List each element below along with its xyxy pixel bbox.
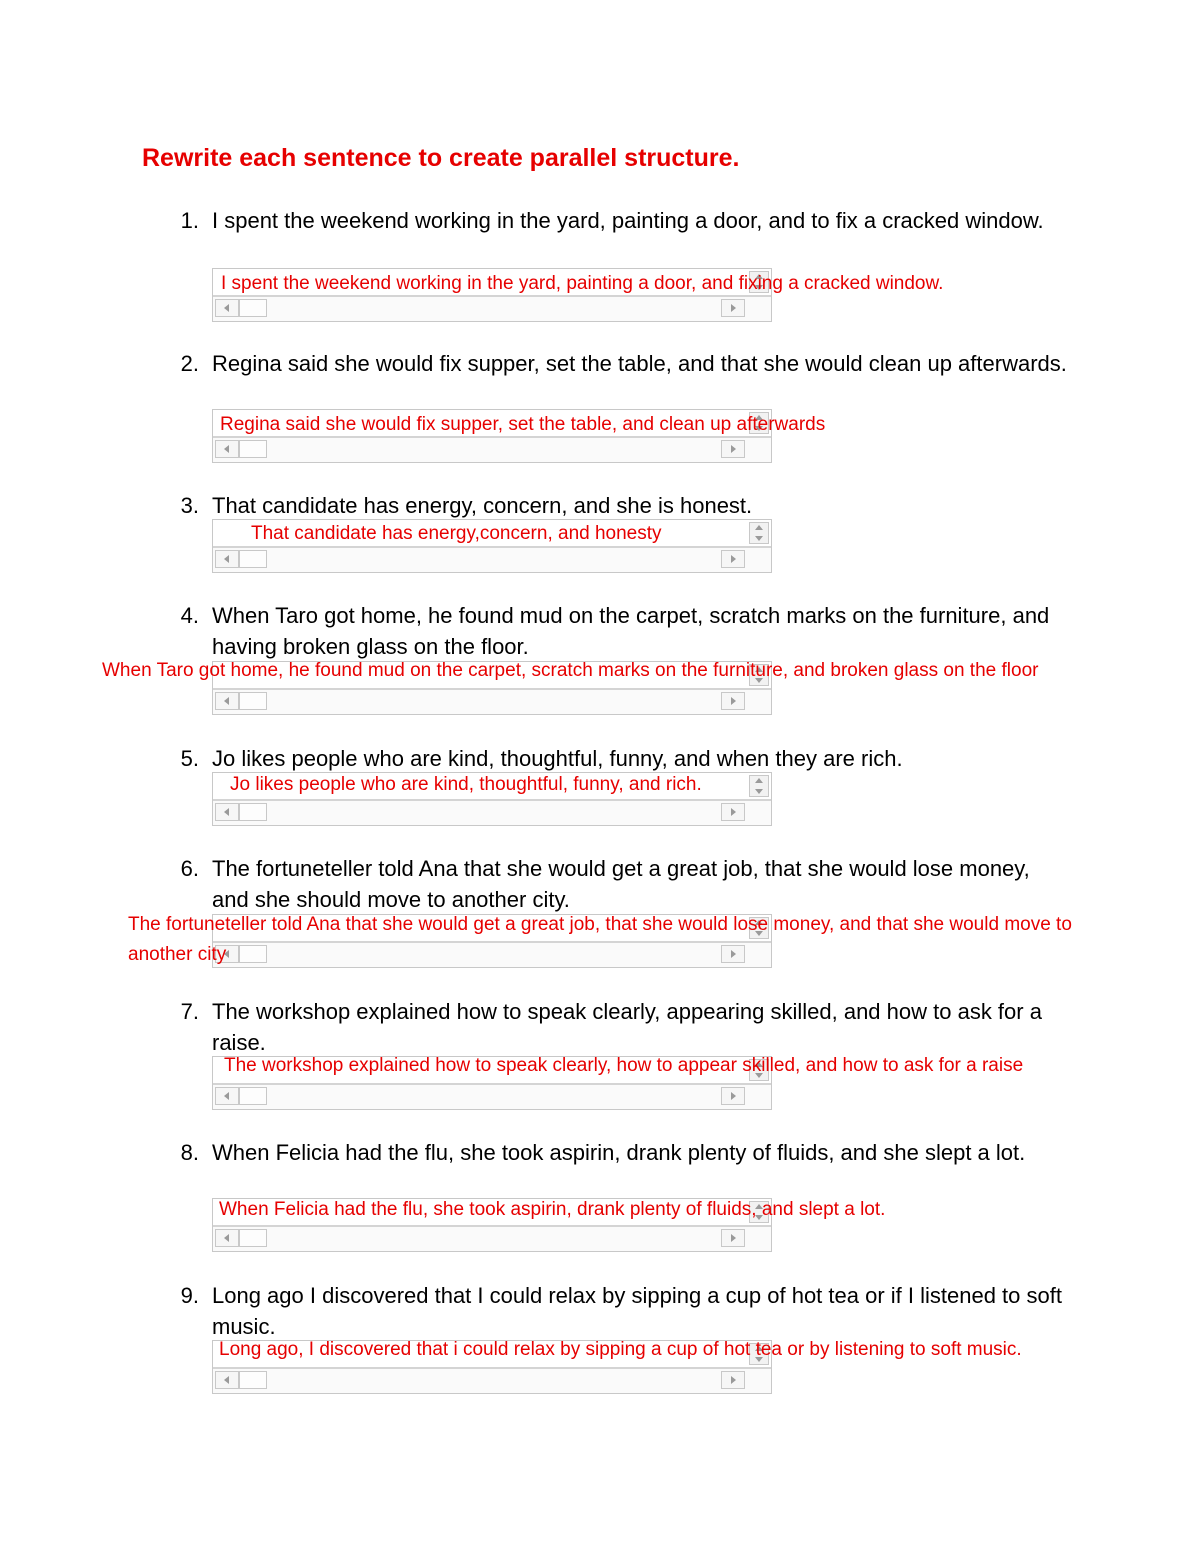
horizontal-scrollbar[interactable]	[213, 799, 771, 825]
scroll-up-icon[interactable]	[755, 778, 763, 783]
scroll-thumb[interactable]	[239, 299, 267, 317]
scroll-right-icon[interactable]	[721, 1229, 745, 1247]
question-text: When Felicia had the flu, she took aspirin, drank plenty of fluids, and she slept a lot.	[212, 1140, 1026, 1165]
horizontal-scrollbar[interactable]	[213, 688, 771, 714]
question-number: 1.	[180, 208, 199, 233]
scroll-right-icon[interactable]	[721, 803, 745, 821]
scroll-left-icon[interactable]	[215, 692, 239, 710]
answer-text: Long ago, I discovered that i could relax by sipping a cup of hot tea or by listening to soft music.	[219, 1339, 1022, 1360]
question-number: 8.	[180, 1140, 199, 1165]
answer-text: I spent the weekend working in the yard, painting a door, and fixing a cracked window.	[221, 273, 944, 294]
question-text: The workshop explained how to speak clearly, appearing skilled, and how to ask for a raise.	[212, 999, 1042, 1055]
scroll-down-icon[interactable]	[755, 536, 763, 541]
vertical-scroll-arrows[interactable]	[749, 775, 769, 797]
scroll-right-icon[interactable]	[721, 299, 745, 317]
question-text: Regina said she would fix supper, set the table, and that she would clean up afterwards.	[212, 351, 1067, 376]
question-text: When Taro got home, he found mud on the carpet, scratch marks on the furniture, and having broken glass on the floor.	[212, 603, 1050, 659]
horizontal-scrollbar[interactable]	[213, 1083, 771, 1109]
scroll-thumb[interactable]	[239, 1087, 267, 1105]
scroll-down-icon[interactable]	[755, 789, 763, 794]
answer-text: That candidate has energy,concern, and honesty	[251, 523, 662, 544]
worksheet-heading: Rewrite each sentence to create parallel structure.	[142, 144, 740, 172]
answer-text: When Felicia had the flu, she took aspirin, drank plenty of fluids, and slept a lot.	[219, 1199, 886, 1220]
question-text: I spent the weekend working in the yard, painting a door, and to fix a cracked window.	[212, 208, 1044, 233]
question-text: The fortuneteller told Ana that she would get a great job, that she would lose money, and she should move to another city.	[212, 856, 1030, 912]
scroll-thumb[interactable]	[239, 1371, 267, 1389]
question-text: Long ago I discovered that I could relax by sipping a cup of hot tea or if I listened to soft music.	[212, 1283, 1062, 1339]
question-number: 4.	[180, 603, 199, 628]
answer-text: Regina said she would fix supper, set the table, and clean up afterwards	[220, 414, 826, 435]
question-number: 5.	[180, 746, 199, 771]
question-text: That candidate has energy, concern, and she is honest.	[212, 493, 753, 518]
scroll-right-icon[interactable]	[721, 550, 745, 568]
horizontal-scrollbar[interactable]	[213, 546, 771, 572]
question-number: 9.	[180, 1283, 199, 1308]
scroll-thumb[interactable]	[239, 550, 267, 568]
horizontal-scrollbar[interactable]	[213, 1225, 771, 1251]
scroll-right-icon[interactable]	[721, 692, 745, 710]
scroll-left-icon[interactable]	[215, 1087, 239, 1105]
scroll-right-icon[interactable]	[721, 440, 745, 458]
answer-text: The workshop explained how to speak clearly, how to appear skilled, and how to ask for a raise	[224, 1055, 1024, 1076]
scroll-thumb[interactable]	[239, 1229, 267, 1247]
answer-text: Jo likes people who are kind, thoughtful, funny, and rich.	[230, 774, 702, 795]
scroll-thumb[interactable]	[239, 692, 267, 710]
answer-text: The fortuneteller told Ana that she would get a great job, that she would lose money, and that she would move to another city	[128, 914, 1072, 965]
question-number: 2.	[180, 351, 199, 376]
scroll-left-icon[interactable]	[215, 1371, 239, 1389]
scroll-thumb[interactable]	[239, 803, 267, 821]
answer-text: When Taro got home, he found mud on the carpet, scratch marks on the furniture, and broken glass on the floor	[102, 660, 1039, 681]
question-number: 3.	[180, 493, 199, 518]
scroll-left-icon[interactable]	[215, 550, 239, 568]
scroll-up-icon[interactable]	[755, 525, 763, 530]
scroll-left-icon[interactable]	[215, 299, 239, 317]
scroll-left-icon[interactable]	[215, 1229, 239, 1247]
question-number: 6.	[180, 856, 199, 881]
scroll-thumb[interactable]	[239, 440, 267, 458]
vertical-scroll-arrows[interactable]	[749, 522, 769, 544]
horizontal-scrollbar[interactable]	[213, 1367, 771, 1393]
question-text: Jo likes people who are kind, thoughtful, funny, and when they are rich.	[212, 746, 903, 771]
scroll-right-icon[interactable]	[721, 1087, 745, 1105]
scroll-left-icon[interactable]	[215, 803, 239, 821]
scroll-right-icon[interactable]	[721, 1371, 745, 1389]
question-number: 7.	[180, 999, 199, 1024]
scroll-left-icon[interactable]	[215, 440, 239, 458]
